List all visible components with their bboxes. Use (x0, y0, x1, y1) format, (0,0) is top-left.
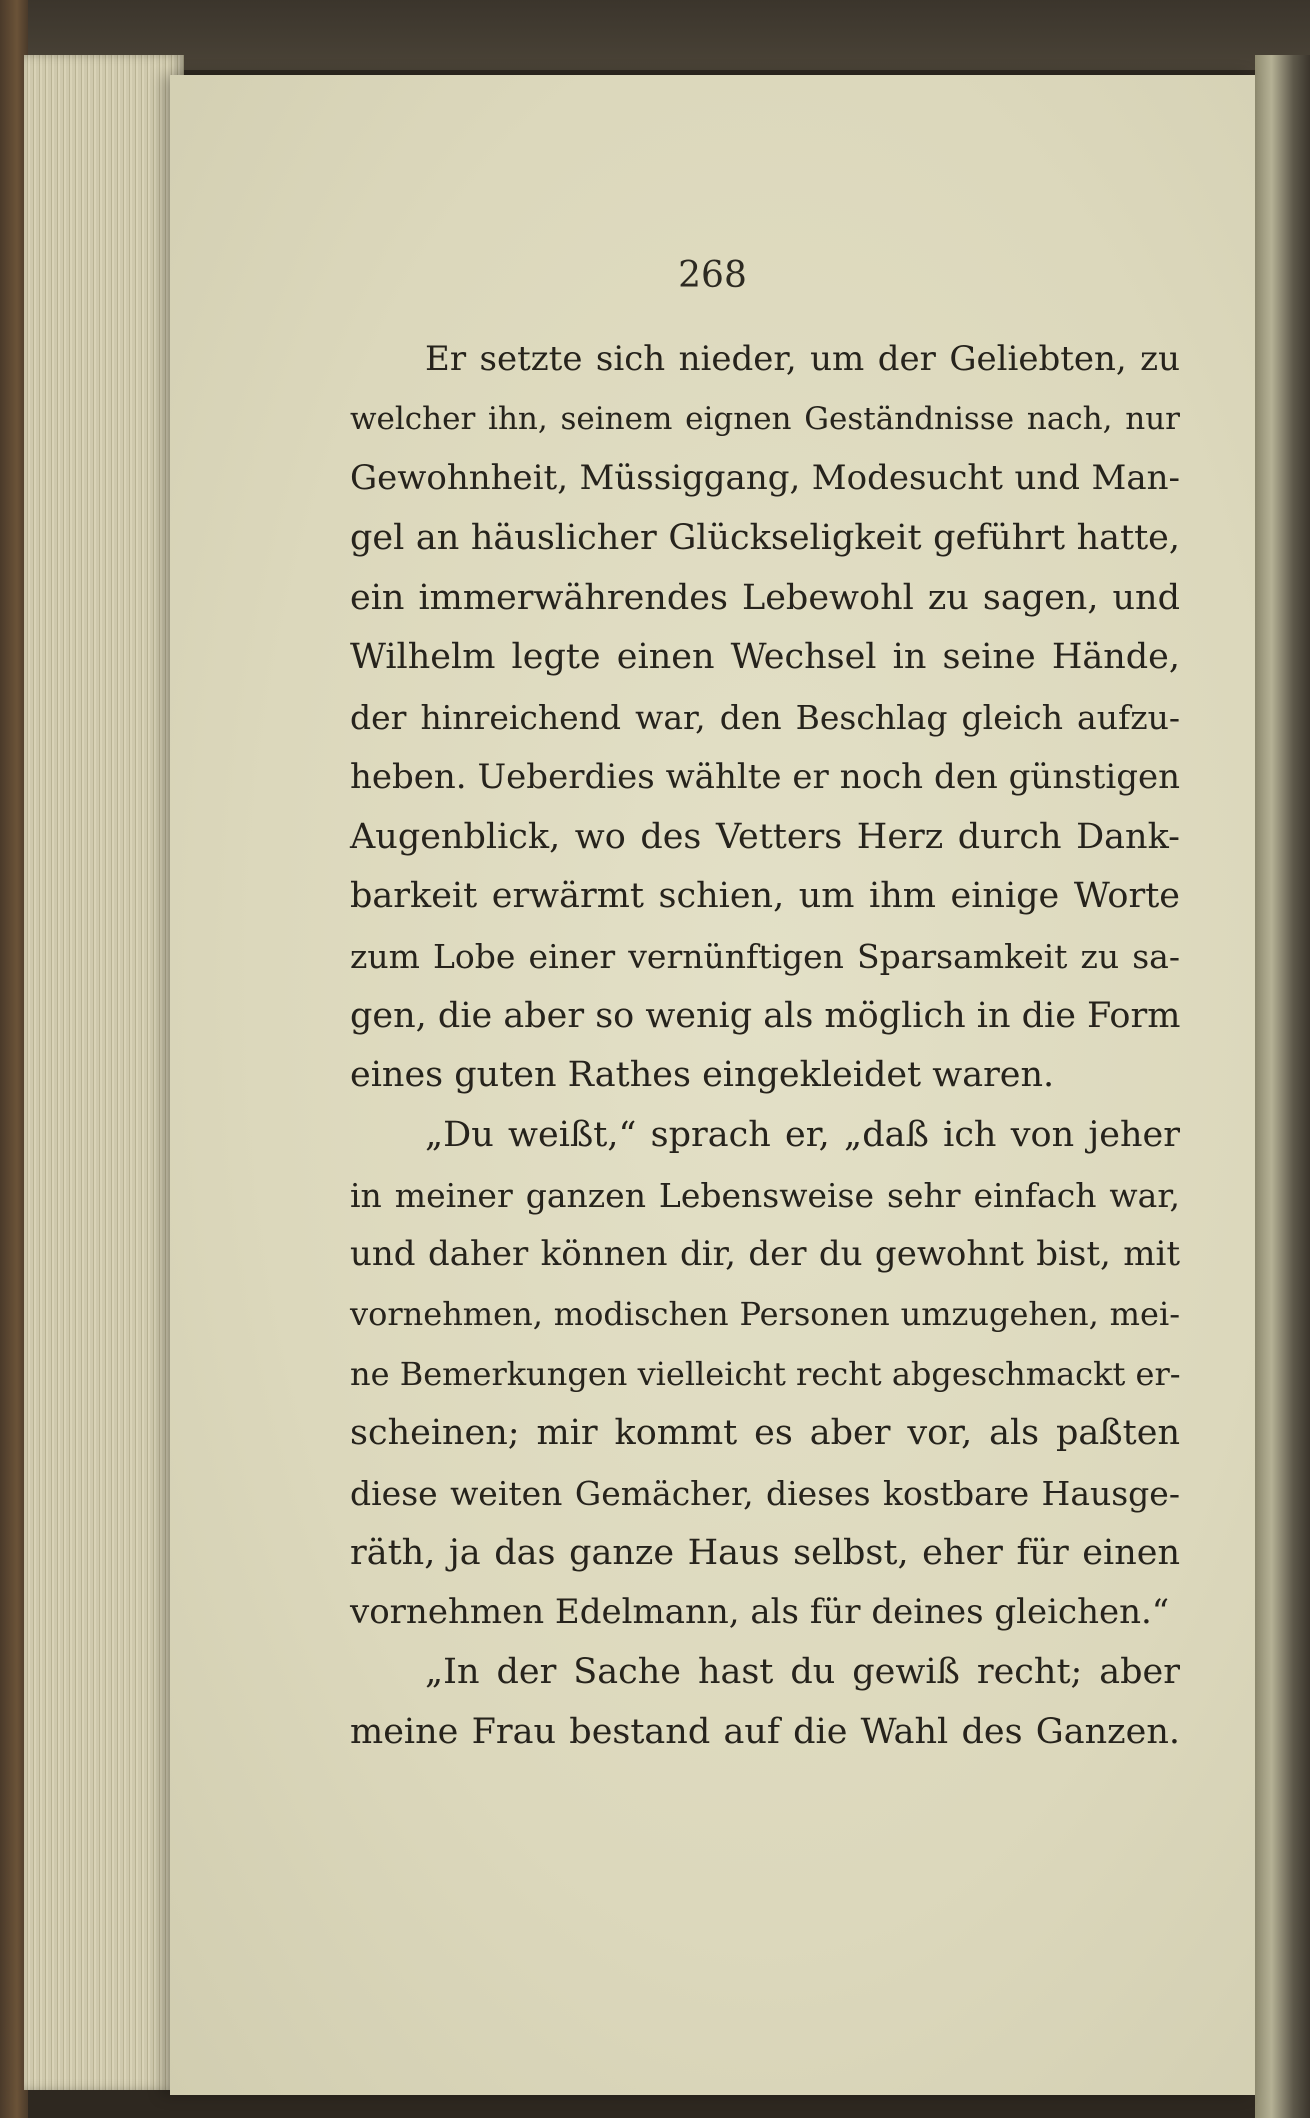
text-line: gen, die aber so wenig als möglich in die Form (350, 995, 1181, 1036)
text-line: barkeit erwärmt schien, um ihm einige Worte (350, 876, 1180, 917)
text-line: zum Lobe einer vernünftigen Sparsamkeit zu sa- (350, 936, 1180, 976)
facing-board-edge (1255, 55, 1310, 2118)
book-page (170, 75, 1255, 2095)
text-line: meine Frau bestand auf die Wahl des Ganzen. (350, 1711, 1180, 1752)
stacked-page-edges (24, 55, 184, 2090)
text-line: und daher können dir, der du gewohnt bist, mit (350, 1234, 1180, 1275)
text-line: scheinen; mir kommt es aber vor, als paßten (350, 1413, 1180, 1454)
text-line: räth, ja das ganze Haus selbst, eher für einen (350, 1532, 1180, 1573)
text-line: welcher ihn, seinem eignen Geständnisse nach, nur (350, 400, 1180, 437)
text-line: „In der Sache hast du gewiß recht; aber (425, 1652, 1180, 1693)
text-line: der hinreichend war, den Beschlag gleich aufzu- (350, 698, 1180, 738)
text-line: in meiner ganzen Lebensweise sehr einfach war, (350, 1175, 1180, 1215)
text-line: ne Bemerkungen vielleicht recht abgeschmackt er- (350, 1354, 1181, 1393)
text-line: diese weiten Gemächer, dieses kostbare Hausge- (350, 1474, 1180, 1514)
text-line: gel an häuslicher Glückseligkeit geführt hatte, (350, 518, 1180, 559)
text-line: eines guten Rathes eingekleidet waren. (350, 1055, 1055, 1096)
text-line: „Du weißt,“ sprach er, „daß ich von jeher (425, 1114, 1180, 1155)
body-text (350, 330, 1180, 1763)
text-line: vornehmen Edelmann, als für deines gleichen.“ (350, 1592, 1170, 1633)
text-line: Wilhelm legte einen Wechsel in seine Hände, (350, 637, 1180, 678)
text-line: Augenblick, wo des Vetters Herz durch Dank- (350, 816, 1180, 857)
page-number: 268 (678, 255, 747, 296)
text-line: heben. Ueberdies wählte er noch den günstigen (350, 756, 1180, 797)
book-cover-top (0, 0, 1310, 70)
text-line: ein immerwährendes Lebewohl zu sagen, und (350, 577, 1180, 618)
text-line: vornehmen, modischen Personen umzugehen, mei- (350, 1295, 1180, 1333)
text-line: Gewohnheit, Müssiggang, Modesucht und Man- (350, 458, 1180, 499)
text-line: Er setzte sich nieder, um der Geliebten, zu (425, 339, 1180, 379)
